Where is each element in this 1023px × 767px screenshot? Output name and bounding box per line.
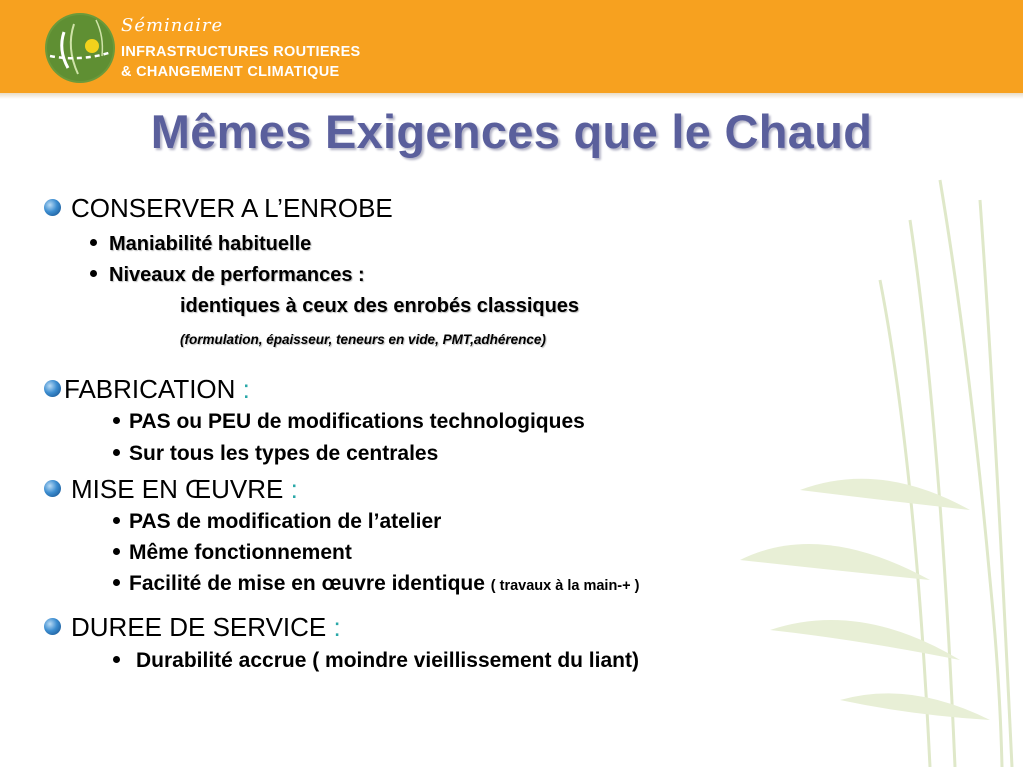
section-heading: CONSERVER A L’ENROBE: [71, 193, 393, 223]
blue-sphere-bullet-icon: [44, 380, 61, 397]
section-conserver: [44, 193, 393, 223]
list-item-text: Niveaux de performances :: [109, 264, 365, 286]
blue-sphere-bullet-icon: [44, 618, 61, 635]
list-item: [90, 262, 365, 288]
decorative-grass-background: [740, 160, 1023, 767]
list-item-continuation: identiques à ceux des enrobés classiques: [180, 295, 580, 317]
list-item: [113, 540, 352, 566]
section-colon: :: [242, 374, 250, 404]
header-banner: [0, 0, 1023, 93]
list-item-text: Sur tous les types de centrales: [129, 442, 439, 465]
detail-note: (formulation, épaisseur, teneurs en vide, PMT,adhérence): [180, 332, 546, 347]
brand-script-text: Séminaire: [121, 15, 224, 36]
section-mise-en-oeuvre: [44, 474, 298, 504]
blue-sphere-bullet-icon: [44, 480, 61, 497]
list-item-text: Durabilité accrue ( moindre vieillissement du liant): [136, 649, 639, 672]
section-duree-de-service: [44, 612, 341, 642]
bullet-dot-icon: [113, 579, 120, 586]
list-item-text: PAS de modification de l’atelier: [129, 510, 442, 533]
list-item: [113, 441, 438, 467]
list-item: [113, 409, 585, 435]
bullet-dot-icon: [113, 417, 120, 424]
bullet-dot-icon: [90, 239, 97, 246]
brand-line-2: & CHANGEMENT CLIMATIQUE: [121, 64, 340, 80]
list-item-text: Même fonctionnement: [129, 541, 352, 564]
list-item-text: PAS ou PEU de modifications technologiques: [129, 410, 585, 433]
blue-sphere-bullet-icon: [44, 199, 61, 216]
list-item-text: Facilité de mise en œuvre identique: [129, 572, 485, 595]
section-fabrication: [44, 374, 250, 404]
list-item: [113, 509, 441, 535]
header-shadow: [0, 93, 1023, 99]
section-heading: DUREE DE SERVICE: [71, 612, 327, 642]
section-colon: :: [333, 612, 341, 642]
bullet-dot-icon: [113, 449, 120, 456]
list-item-text: Maniabilité habituelle: [109, 233, 312, 255]
bullet-dot-icon: [113, 517, 120, 524]
section-colon: :: [290, 474, 298, 504]
bullet-dot-icon: [113, 548, 120, 555]
bullet-dot-icon: [113, 656, 120, 663]
list-item: [113, 648, 639, 674]
slide-title: Mêmes Exigences que le Chaud: [150, 105, 873, 158]
list-item-suffix: ( travaux à la main-+ ): [490, 578, 640, 594]
globe-logo-icon: [44, 12, 116, 84]
section-heading: FABRICATION: [64, 374, 236, 404]
list-item: [90, 231, 311, 257]
list-item: [113, 571, 639, 599]
brand-line-1: INFRASTRUCTURES ROUTIERES: [121, 44, 361, 60]
bullet-dot-icon: [90, 270, 97, 277]
section-heading: MISE EN ŒUVRE: [71, 474, 284, 504]
